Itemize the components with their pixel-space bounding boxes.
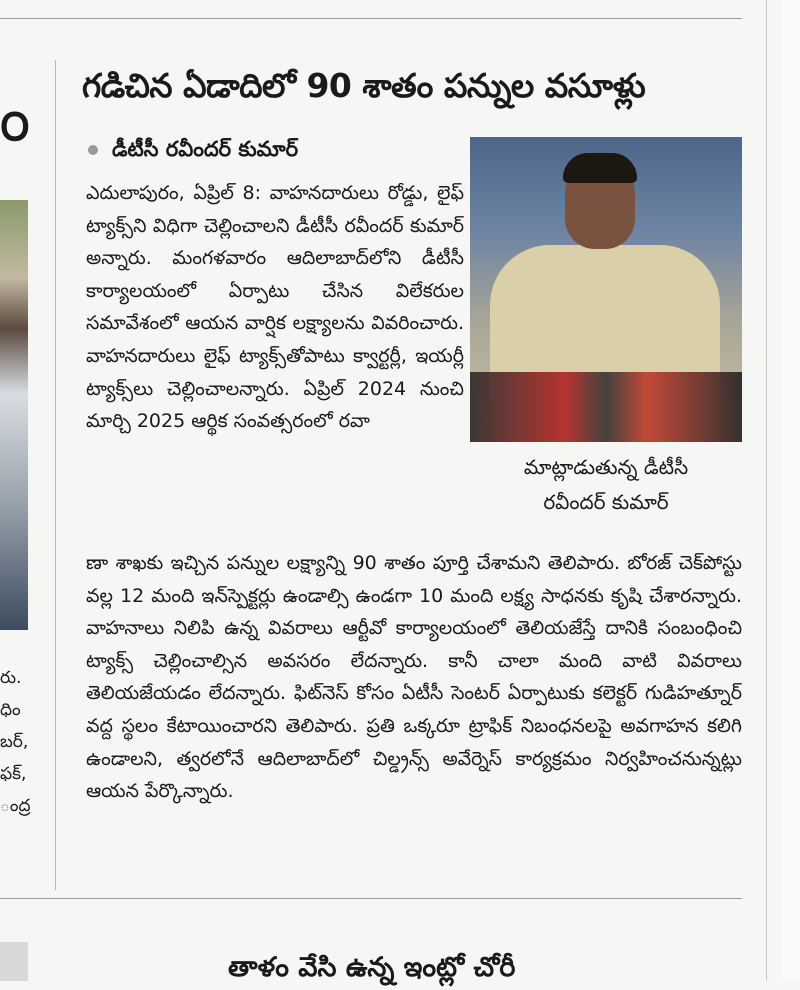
photo-caption-line-1: మాట్లాడుతున్న డీటీసీ bbox=[523, 455, 689, 479]
article-body-narrow: ఎదులాపురం, ఏప్రిల్ 8: వాహనదారులు రోడ్డు, లైఫ్ ట్యాక్స్‌ని విధిగా చెల్లించాలని డీటీసీ రవీందర్ కుమార్ అన్నారు. మంగళవారం ఆదిలాబాద్‌లోని డీటీసీ కార్యాలయంలో ఏర్పాటు చేసిన విలేకరుల సమావేశంలో ఆయన వార్షిక లక్ష్యాలను వివరించారు. వాహనదారులు లైఫ్ ట్యాక్స్‌తోపాటు క్వార్టర్లీ, ఇయర్లీ ట్యాక్స్‌లు చెల్లించాలన్నారు. ఏప్రిల్ 2024 నుంచి మార్చి 2025 ఆర్థిక సంవత్సరంలో రవా bbox=[86, 182, 464, 433]
article-headline: గడిచిన ఏడాదిలో 90 శాతం పన్నుల వసూళ్లు bbox=[82, 66, 646, 105]
left-photo-fragment bbox=[0, 200, 28, 630]
article-body-wide: ణా శాఖకు ఇచ్చిన పన్నుల లక్ష్యాన్ని 90 శాతం పూర్తి చేశామని తెలిపారు. బోరజ్ చెక్‌పోస్టు వల్ల 12 మంది ఇన్‌స్పెక్టర్లు ఉండాల్సి ఉండగా 10 మంది లక్ష్య సాధనకు కృషి చేశారన్నారు. వాహనాలు నిలిపి ఉన్న వివరాలు ఆర్టీవో కార్యాలయంలో తెలియజేస్తే దానికి సంబంధించి ట్యాక్స్ చెల్లించాల్సిన అవసరం లేదన్నారు. కానీ చాలా మంది వాటి వివరాలు తెలియజేయడం లేదన్నారు. ఫిట్‌నెస్ కోసం ఏటీసీ సెంటర్ ఏర్పాటుకు కలెక్టర్ గుడిహత్నూర్ వద్ద స్థలం కేటాయించారని తెలిపారు. ప్రతి ఒక్కరూ ట్రాఫిక్ నిబంధనలపై అవగాహన కలిగి ఉండాలని, త్వరలోనే ఆదిలాబాద్‌లో చిల్డ్రన్స్ అవేర్నెస్ కార్యక్రమం నిర్వహించనున్నట్లు ఆయన పేర్కొన్నారు. bbox=[86, 552, 742, 803]
photo-caption bbox=[470, 450, 742, 520]
left-text-fragment: ంద్ర bbox=[0, 796, 31, 816]
photo-caption-line-2: రవీందర్ కుమార్ bbox=[543, 490, 669, 514]
article-byline bbox=[88, 137, 298, 167]
bottom-rule bbox=[0, 898, 742, 899]
article-photo bbox=[470, 137, 742, 442]
next-article-marker bbox=[0, 942, 28, 981]
right-neighbor-strip bbox=[782, 0, 800, 981]
photo-hair bbox=[563, 153, 637, 183]
top-rule bbox=[0, 18, 742, 19]
left-neighbor-column bbox=[0, 40, 40, 890]
byline-text: డీటీసీ రవీందర్ కుమార్ bbox=[112, 137, 299, 161]
left-text-fragment: ఫక్, bbox=[0, 764, 27, 784]
byline-bullet-icon bbox=[88, 145, 98, 155]
left-text-fragment: రు. bbox=[0, 668, 22, 688]
left-headline-fragment: ౦ bbox=[0, 100, 30, 151]
next-article-headline: తాళం వేసి ఉన్న ఇంట్లో చోరీ bbox=[228, 952, 516, 983]
page-edge-line bbox=[766, 0, 767, 981]
photo-microphones bbox=[470, 372, 742, 442]
left-text-fragment: బర్, bbox=[0, 732, 29, 752]
column-divider bbox=[55, 60, 56, 890]
left-text-fragment: ధిం bbox=[0, 700, 21, 720]
